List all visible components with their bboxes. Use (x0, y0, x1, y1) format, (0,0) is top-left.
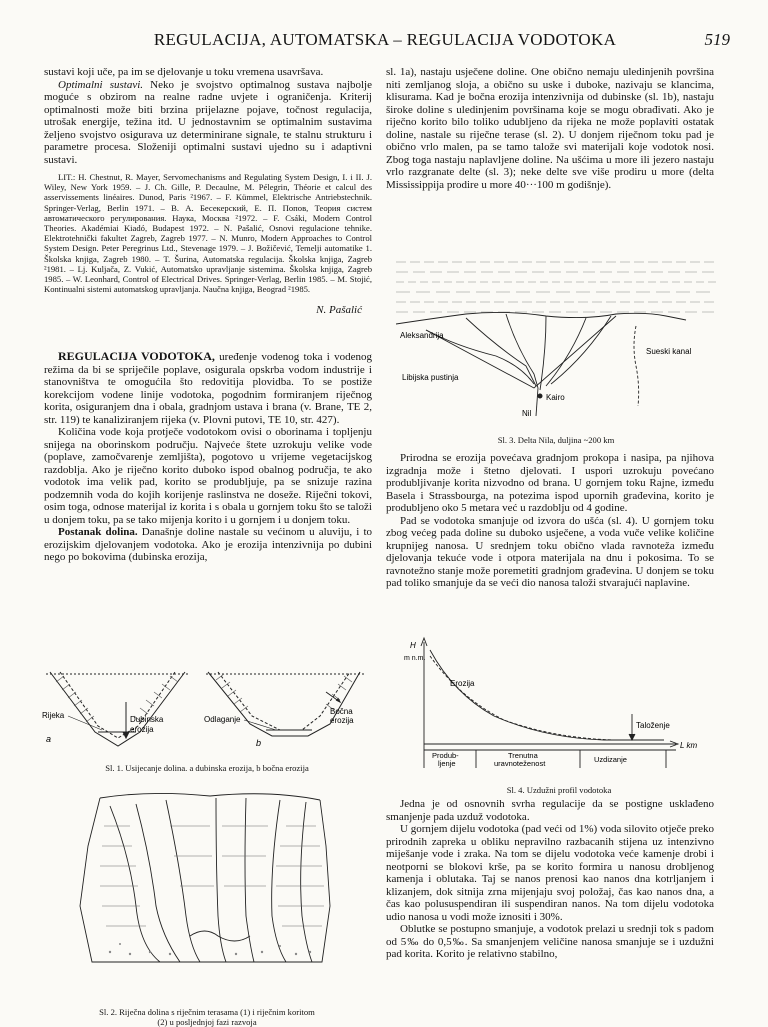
figure-1-caption: Sl. 1. Usijecanje dolina. a dubinska erozija, b bočna erozija (105, 763, 309, 773)
figure-3-caption: Sl. 3. Delta Nila, duljina ~200 km (497, 435, 615, 445)
label-trenutna-1: Trenutna (508, 751, 538, 760)
label-odlaganje: Odlaganje (204, 715, 241, 724)
right-column-bottom (386, 798, 714, 961)
natural-erosion-paragraph: Prirodna se erozija povećava gradnjom prokopa i nasipa, pa njihova izgradnja može i štetno djelovati. I uspori uzrokuju povećano produbljivanje korita nizvodno od brana. U gornjem toku Rajne, između Basela i Strassbourga, na potezima ispod upornih građevina, korito je produbljeno oko 5 metara već u razdoblju od 4 godine. (386, 452, 714, 514)
intro-paragraph: sustavi koji uče, pa im se djelovanje u toku vremena usavršava. (44, 66, 324, 78)
running-title: REGULACIJA, AUTOMATSKA – REGULACIJA VODOTOKA (153, 30, 617, 49)
figure-4 (404, 634, 714, 794)
regulation-goal-paragraph: Jedna je od osnovnih svrha regulacije da se postigne usklađeno smanjenje pada uzduž vodotoka. (386, 798, 714, 823)
page-number: 519 (704, 30, 730, 49)
label-produb-1: Produb- (432, 751, 459, 760)
pebbles-paragraph: Oblutke se postupno smanjuje, a vodotok prelazi u srednji tok s padom od 5‰ do 0,5‰. Sa smanjenjem veličine nanosa smanjuje se i uzdužni pad korita. Korito je relativno stabilno, (386, 923, 714, 960)
figure-4-drawing (404, 634, 714, 774)
label-erozija-b: erozija (330, 716, 354, 725)
figure-1-drawing (40, 662, 374, 754)
optimal-systems-paragraph (44, 79, 372, 167)
left-column (44, 66, 372, 564)
figure-3 (396, 256, 716, 445)
page-header (40, 30, 730, 56)
right-column-middle (386, 452, 714, 590)
label-kairo: Kairo (546, 393, 565, 402)
water-quantity-paragraph: Količina vode koja protječe vodotokom ovisi o oborinama i topljenju snijega na oborinskom području. Najveće štete uzrokuju velike vode (poplave, zamočvarenje zemljišta), pogotovo u vrijeme vegetacijskog razdoblja. Ako je riječno korito duboko ispod obalnog područja, te ako vodotok ima velik pad, korito se produbljuje, pa se snizuje razina podzemnih voda do kojih korijenje raslinstva ne doseže. Riječni tokovi, osim toga, odnose materijal iz korita i s obala u gornjem toku što se taloži u donjem toku, pa se tako mijenja korito i u gornjem i u donjem toku. (44, 426, 372, 526)
label-talozenje: Taloženje (636, 721, 670, 730)
label-dubinska: Dubinska (130, 715, 164, 724)
label-libijska-pustinja: Libijska pustinja (402, 373, 459, 382)
literature-list: LIT.: H. Chestnut, R. Mayer, Servomechanisms and Regulating System Design, I. i II. J. Wiley, New York 1959. – J. Ch. Gille, P. Decaulne, M. Pélegrin, Théorie et calcul des asservissements linéaires. Dunod, Paris ²1967. – F. Kümmel, Elektrische Antriebstechnik. Springer-Verlag, Berlin 1971. – В. А. Бесекерский, Е. П. Попов, Теория систем автоматического регулирования. Наука, Москва ²1972. – F. Csáki, Modern Control Theories. Akadémiai Kiadó, Budapest 1972. – N. Pašalić, Osnovi regulacione tehnike. Elektrotehnički fakultet Zagreb, Zagreb 1977. – N. Munro, Modern Approaches to Control System Design. Peter Peregrinus Ltd., Stevenage 1979. – J. Božičević, Temelji automatike 1. Školska knjiga, Zagreb 1980. – T. Šurina, Automatska regulacija. Školska knjiga, Zagreb ²1981. – Lj. Kuljača, Z. Vukić, Automatsko upravljanje sistemima. Školska knjiga, Zagreb 1985. – W. Leonhard, Control of Electrical Drives. Springer-Verlag, Berlin 1985. – M. Stojić, Kontinualni sistemi automatskog upravljanja. Naučna knjiga, Beograd ²1985. (44, 172, 372, 295)
valley-origin-body: Današnje doline nastale su većinom u aluviju, i to erozijskim djelovanjem vodotoka. Ako je erozija intenzivnija po dubini nego po bokovima (dubinska erozija, (44, 526, 372, 564)
figure-2 (40, 786, 374, 1027)
figure-4-caption: Sl. 4. Uzdužni profil vodotoka (506, 785, 612, 795)
section-title: REGULACIJA VODOTOKA, (58, 349, 215, 364)
label-lkm: L km (680, 741, 698, 750)
section-intro-body: uređenje vodenog toka i vodenog režima da bi se spriječile poplave, osigurala opskrba vodom industrije i stanovništva te omogućila što redovitija plovidba. To se postiže korekcijom vodene linije vodotoka, pogodnim formiranjem riječnog korita, osiguranjem dna i obala, gradnjom ustava i brana (v. Brane, TE 2, str. 119) te kanaliziranjem rijeka (v. Plovni putovi, TE 10, str. 427). (44, 351, 372, 426)
label-b: b (256, 738, 262, 748)
label-erozija-fig4: Erozija (450, 679, 475, 688)
river-slope-paragraph: Pad se vodotoka smanjuje od izvora do ušća (sl. 4). U gornjem toku zbog većeg pada doline su duboko usječene, a voda vuče velike količine krupnijeg nanosa. U srednjem toku obično vlada ravnoteža između djelovanja tekuće vode i otpora materijala na dnu i pokosima. To se ravnotežno stanje može poremetiti gradnjom građevina. U donjem se toku pad toliko smanjuje da se veći dio nanosa taloži stvarajući naplavine. (386, 514, 714, 589)
author-signature: N. Pašalić (316, 304, 362, 317)
optimal-systems-term: Optimalni sustavi. (58, 78, 144, 91)
label-sueski-kanal: Sueski kanal (646, 347, 692, 356)
optimal-systems-body: Neko je svojstvo optimalnog sustava najbolje moguće s obzirom na realne radne uvjete i ograničenja. Kriterij optimalnosti može biti brzina prijelazne pojave, točnost regulacija, utrošak energije, težina itd. U jednostavnim se optimalnim sustavima željeno svojstvo osigurava uz determinirane signale, te stalnu strukturu i parametre procesa. Složeniji optimalni sustavi ujedno su i adaptivni sustavi. (44, 78, 372, 166)
label-uzdizanje: Uzdizanje (594, 755, 627, 764)
label-trenutna-2: uravnoteženost (494, 759, 546, 768)
valley-origin-term: Postanak dolina. (58, 526, 138, 539)
kairo-marker (538, 394, 543, 399)
right-column (386, 66, 714, 191)
label-nil: Nil (522, 409, 532, 418)
figure-2-drawing (40, 786, 374, 982)
label-produb-2: ljenje (438, 759, 456, 768)
label-a: a (46, 734, 52, 744)
label-erozija-a: erozija (130, 725, 154, 734)
upper-course-paragraph: U gornjem dijelu vodotoka (pad veći od 1%) voda silovito otječe preko prirodnih zapreka u obliku nepravilno razbacanih stijena uz intenzivno miješanje vode i zraka. Na tom se dijelu vodotoka veće kamenje drobi i neotporni se blokovi krše, pa se korito formira u nanosu drobljenog kamenja i oblutaka. Taj se nanos prenosi kao nanos dna kotrljanjem i klizanjem, dok sitnija zrna mijenjaju svoj položaj, čas kao nanos dna, a čas kao polususpendiran ili suspendiran nanos. Na tom dijelu vodotoka udio nanosa u vodi može iznositi i 30%. (386, 823, 714, 923)
valley-origin-paragraph (44, 526, 372, 564)
valleys-paragraph: sl. 1a), nastaju usječene doline. One obično nemaju uledinjenih površina niti zemljanog sloja, a obično su uske i duboke, nazivaju se klancima, klisurama. Kad je bočna erozija intenzivnija od dubinske (sl. 1b), nastaju široke doline s uledinjenim površinama koje se mogu obrađivati. Ako je riječno korito bilo toliko udubljeno da rijeka ne može poplaviti ostatak doline, nastale su riječne terase (sl. 2). U donjem riječnom toku pad je obično vrlo malen, pa se tamo talože svi materijali koje vodotok nosi. Zbog toga nastaju naplavljene doline. Na ušćima u more ili jezero nastaju vrlo razgranate delte (sl. 3); neke delte sve više prodiru u more (delta Mississippija prodire u more 40···100 m godišnje). (386, 66, 714, 191)
figure-1 (40, 662, 374, 772)
figure-2-caption-line2: (2) u posljednjoj fazi razvoja (157, 1017, 257, 1027)
section-intro-paragraph (44, 350, 372, 426)
label-h: H (410, 641, 416, 650)
label-rijeka: Rijeka (42, 711, 65, 720)
label-aleksandrija: Aleksandrija (400, 331, 444, 340)
figure-3-drawing (396, 256, 716, 426)
label-mnm: m n.m. (404, 655, 426, 662)
label-bocna: Bočna (330, 707, 353, 716)
figure-2-caption-line1: Sl. 2. Riječna dolina s riječnim terasama (1) i riječnim koritom (99, 1007, 315, 1017)
